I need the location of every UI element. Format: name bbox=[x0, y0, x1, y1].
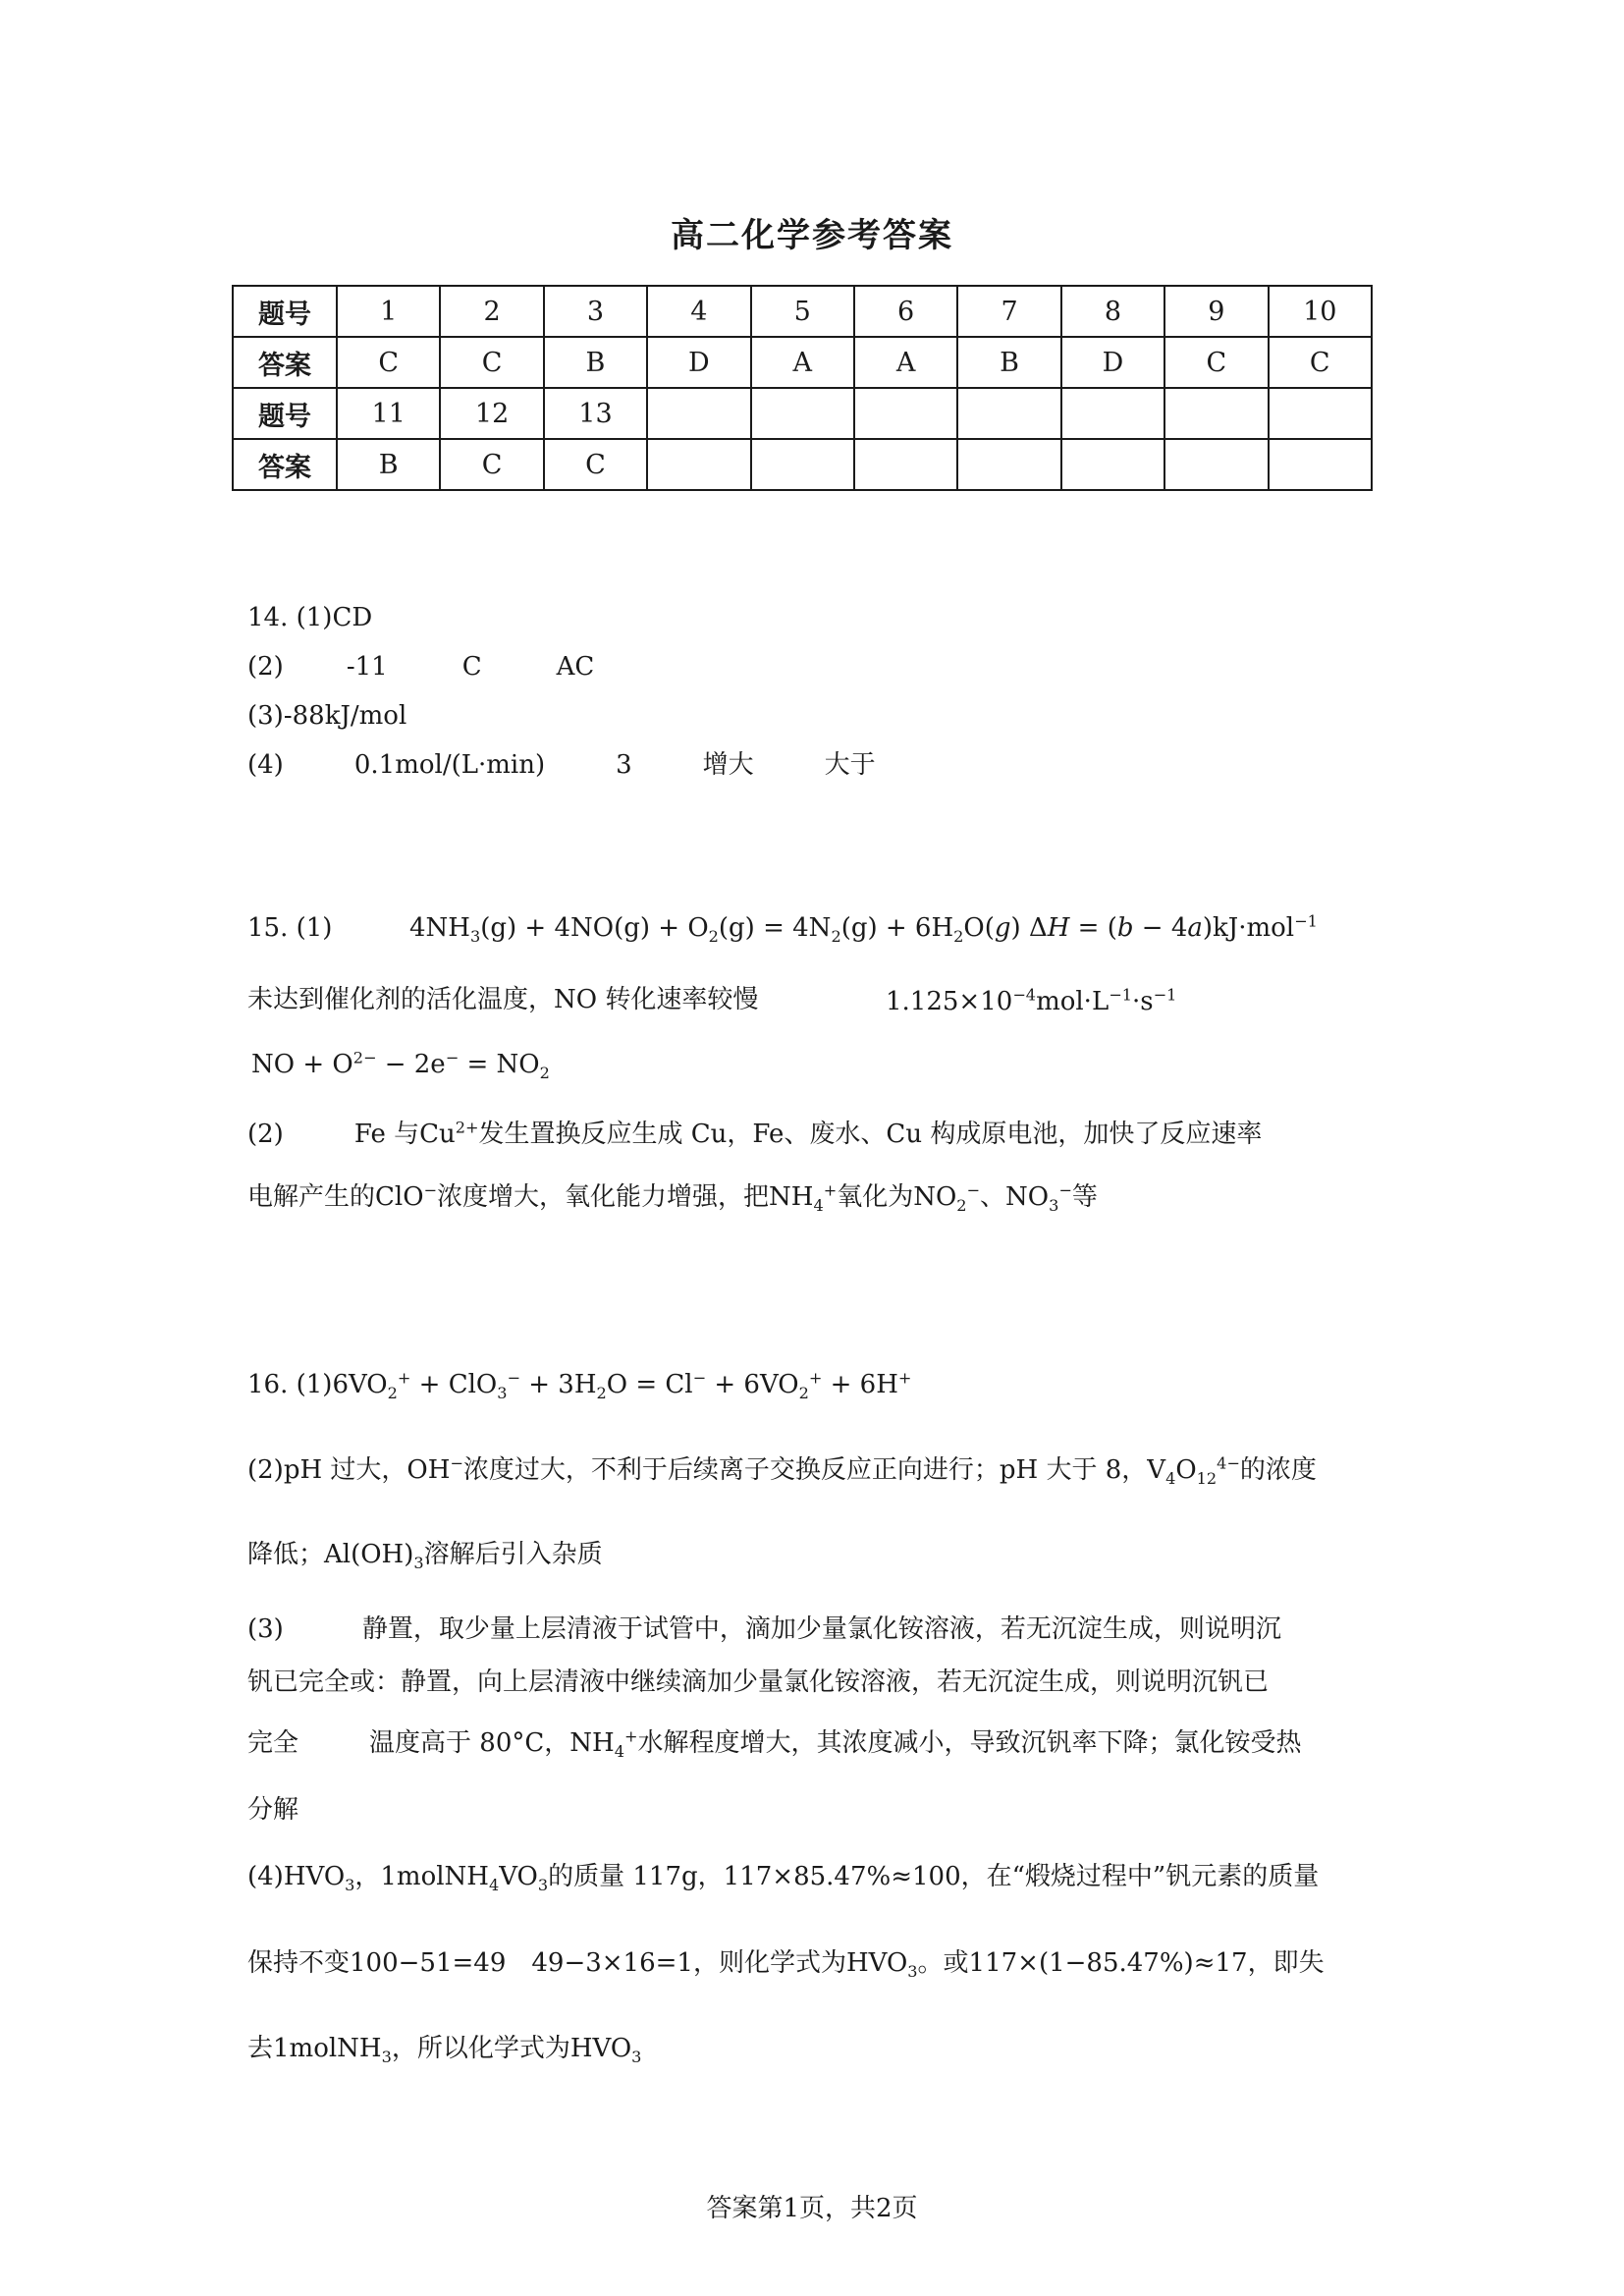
question-number-cell bbox=[1269, 388, 1372, 439]
q14-answer-value: -11 bbox=[346, 652, 388, 682]
q15-line-5: 电解产生的ClO−浓度增大，氧化能力增强，把$NH_4^+$氧化为$NO_2^-$、$NO_3^-$等 bbox=[247, 1180, 1098, 1216]
q15-text: Fe 与$Cu^{2+}$发生置换反应生成 Cu，Fe、废水、Cu 构成原电池，加快了反应速率 bbox=[353, 1118, 1263, 1149]
question-number-cell: 1 bbox=[337, 286, 440, 337]
q14-rate: 0.1mol/(L·min) bbox=[353, 750, 546, 780]
answer-letter-cell bbox=[1164, 439, 1268, 490]
q15-line-2 bbox=[247, 985, 1177, 1016]
page-title: 高二化学参考答案 bbox=[671, 216, 953, 255]
page-footer: 答案第1页，共2页 bbox=[706, 2194, 918, 2223]
q16-text: 完全 bbox=[247, 1728, 299, 1758]
answer-letter-cell bbox=[647, 439, 750, 490]
q14-answer-choice: AC bbox=[556, 652, 595, 682]
q14-part-label: (2) bbox=[247, 652, 284, 682]
question-number-cell bbox=[854, 388, 957, 439]
q15-part-label: 15. (1) bbox=[247, 913, 333, 943]
answer-letter-cell: B bbox=[957, 337, 1060, 388]
q15-reason-text: 未达到催化剂的活化温度，NO 转化速率较慢 bbox=[247, 985, 759, 1014]
q14-answer-text: 增大 bbox=[702, 750, 754, 780]
answer-letter-cell bbox=[957, 439, 1060, 490]
q15-equation: $4NH_3(g) + 4NO(g) + O_2(g) = 4N_2(g) + 6H_2O(g) \Delta H = (b - 4a)kJ\cdot mol^{-1}$ bbox=[409, 911, 1318, 947]
q15-line-3: NO + $O^{2-} - 2e^- = NO_2$ bbox=[251, 1048, 550, 1083]
question-number-cell bbox=[751, 388, 854, 439]
answer-letter-cell bbox=[1061, 439, 1164, 490]
q15-line-1 bbox=[247, 911, 1318, 947]
question-number-cell bbox=[647, 388, 750, 439]
answer-letter-cell: C bbox=[1269, 337, 1372, 388]
row-header: 题号 bbox=[233, 388, 337, 439]
answer-letter-cell: B bbox=[337, 439, 440, 490]
q14-line-4 bbox=[247, 752, 876, 778]
q16-line-8: $(4)HVO_3$，$1molNH_4VO_3$的质量 117g，117×85.47%≈100，在“煅烧过程中”钒元素的质量 bbox=[247, 1862, 1320, 1895]
q16-line-4 bbox=[247, 1616, 1281, 1642]
question-number-cell: 12 bbox=[440, 388, 543, 439]
q16-line-9: 保持不变100−51=49 49−3×16=1，则化学式为$HVO_3$。或117×(1−85.47%)≈17，即失 bbox=[247, 1948, 1325, 1982]
q16-line-3: 降低；$Al(OH)_3$溶解后引入杂质 bbox=[247, 1540, 603, 1573]
question-number-cell: 9 bbox=[1164, 286, 1268, 337]
table-row bbox=[233, 439, 1372, 490]
q15-rate-value: $1.125\times 10^{-4}mol\cdot L^{-1}\cdot s^{-1}$ bbox=[886, 985, 1177, 1016]
table-row bbox=[233, 388, 1372, 439]
question-number-cell: 3 bbox=[544, 286, 647, 337]
q14-answer-value: 3 bbox=[616, 750, 632, 780]
q16-line-10: 去1molNH$_3$，所以化学式为$HVO_3$ bbox=[247, 2034, 642, 2067]
q14-part-label: (4) bbox=[247, 750, 284, 780]
q16-text: 温度高于 80°C，$NH_4^+$水解程度增大，其浓度减小，导致沉钒率下降；氯化铵受热 bbox=[369, 1726, 1302, 1762]
answer-letter-cell bbox=[751, 439, 854, 490]
answer-letter-cell: C bbox=[440, 337, 543, 388]
q15-part-label: (2) bbox=[247, 1120, 284, 1149]
answer-letter-cell: A bbox=[751, 337, 854, 388]
answer-letter-cell: D bbox=[1061, 337, 1164, 388]
answer-letter-cell: C bbox=[440, 439, 543, 490]
q14-answer-text: 大于 bbox=[824, 750, 876, 780]
q16-line-7: 分解 bbox=[247, 1795, 299, 1825]
q16-line-5: 钒已完全或：静置，向上层清液中继续滴加少量氯化铵溶液，若无沉淀生成，则说明沉钒已 bbox=[247, 1667, 1270, 1697]
question-number-cell bbox=[1061, 388, 1164, 439]
answer-letter-cell: A bbox=[854, 337, 957, 388]
question-number-cell bbox=[957, 388, 1060, 439]
row-header: 答案 bbox=[233, 337, 337, 388]
answer-letter-cell bbox=[1269, 439, 1372, 490]
answer-letter-cell: C bbox=[544, 439, 647, 490]
q14-line-2 bbox=[247, 654, 594, 680]
answer-letter-cell: C bbox=[337, 337, 440, 388]
q16-line-2: (2)pH 过大，OH−浓度过大，不利于后续离子交换反应正向进行；pH 大于 8，$V_4O_{12}^{4-}$的浓度 bbox=[247, 1453, 1317, 1489]
question-number-cell: 10 bbox=[1269, 286, 1372, 337]
question-number-cell bbox=[1164, 388, 1268, 439]
q14-line-1: 14. (1)CD bbox=[247, 603, 373, 632]
question-number-cell: 6 bbox=[854, 286, 957, 337]
q16-line-1: 16. $(1)6VO_2^+ + ClO_3^- + 3H_2O = Cl^- + 6VO_2^+ + 6H^+$ bbox=[247, 1368, 912, 1403]
answer-letter-cell: D bbox=[647, 337, 750, 388]
question-number-cell: 7 bbox=[957, 286, 1060, 337]
question-number-cell: 11 bbox=[337, 388, 440, 439]
answer-table bbox=[232, 285, 1373, 491]
q14-line-3: (3)-88kJ/mol bbox=[247, 701, 407, 731]
q14-answer-choice: C bbox=[461, 652, 482, 682]
question-number-cell: 2 bbox=[440, 286, 543, 337]
row-header: 题号 bbox=[233, 286, 337, 337]
table-row bbox=[233, 337, 1372, 388]
q16-text: 静置，取少量上层清液于试管中，滴加少量氯化铵溶液，若无沉淀生成，则说明沉 bbox=[361, 1614, 1281, 1644]
answer-letter-cell bbox=[854, 439, 957, 490]
q15-line-4 bbox=[247, 1118, 1263, 1149]
q16-line-6 bbox=[247, 1726, 1302, 1762]
table-row bbox=[233, 286, 1372, 337]
question-number-cell: 13 bbox=[544, 388, 647, 439]
answer-letter-cell: B bbox=[544, 337, 647, 388]
q16-part-label: (3) bbox=[247, 1614, 284, 1644]
question-number-cell: 5 bbox=[751, 286, 854, 337]
question-number-cell: 8 bbox=[1061, 286, 1164, 337]
row-header: 答案 bbox=[233, 439, 337, 490]
answer-letter-cell: C bbox=[1164, 337, 1268, 388]
question-number-cell: 4 bbox=[647, 286, 750, 337]
